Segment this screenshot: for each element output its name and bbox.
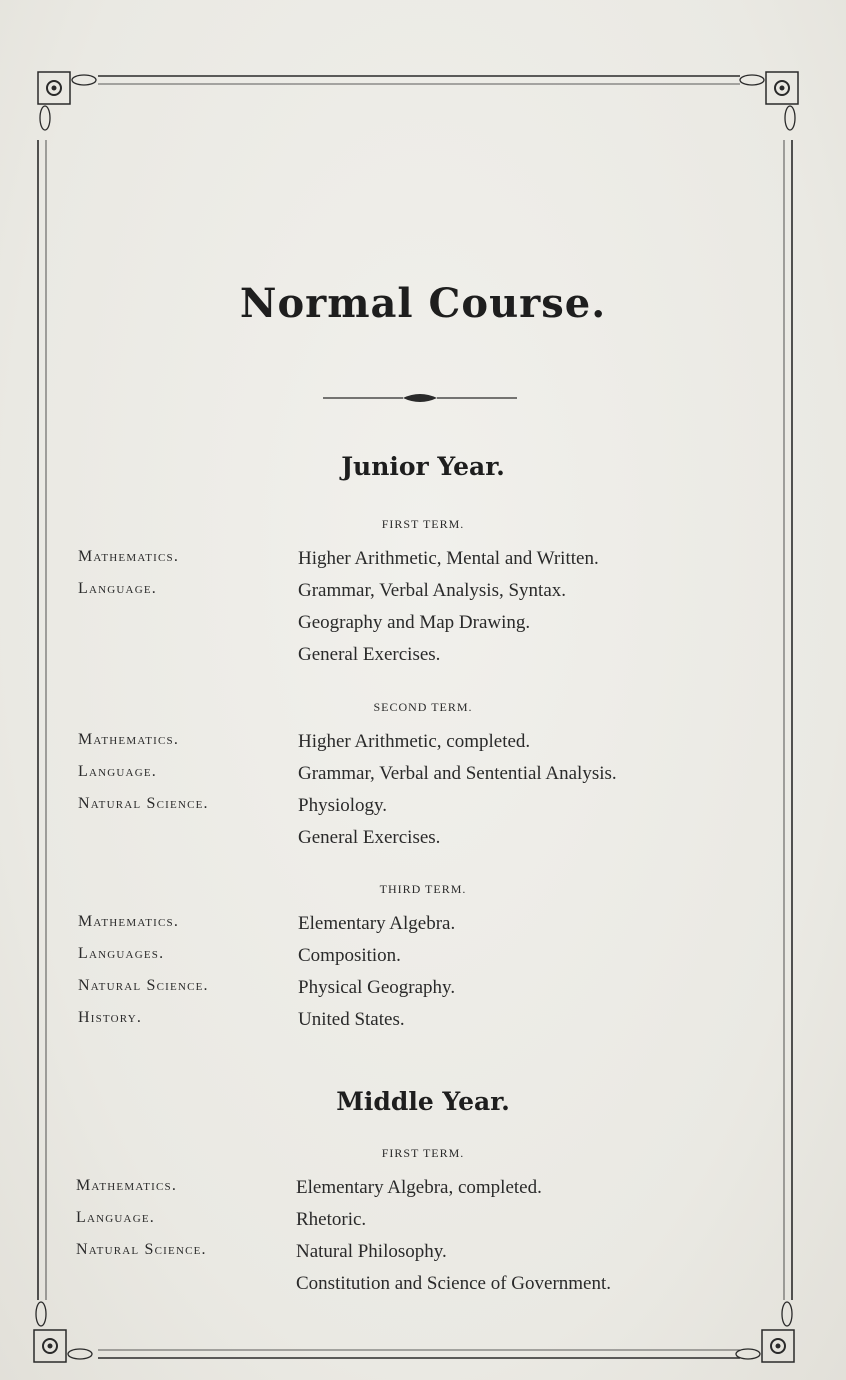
- subject-label: Mathematics.: [78, 731, 180, 748]
- subject-label: Mathematics.: [78, 913, 180, 930]
- course-description: Physiology.: [298, 795, 388, 816]
- middle-year-title: Middle Year.: [336, 1087, 510, 1116]
- course-description: Elementary Algebra, completed.: [296, 1177, 542, 1198]
- subject-label: Languages.: [78, 945, 165, 962]
- junior-third-term-label: THIRD TERM.: [379, 882, 467, 896]
- subject-label: Natural Science.: [76, 1241, 207, 1258]
- course-description: Composition.: [298, 945, 401, 966]
- subject-label: Language.: [78, 580, 157, 597]
- course-description: Natural Philosophy.: [296, 1241, 447, 1262]
- subject-label: Natural Science.: [78, 977, 209, 994]
- junior-second-term-label: SECOND TERM.: [373, 700, 473, 714]
- course-description: Constitution and Science of Government.: [296, 1273, 612, 1294]
- subject-label: History.: [78, 1009, 143, 1026]
- junior-first-term-label: FIRST TERM.: [381, 517, 465, 531]
- subject-label: Language.: [76, 1209, 155, 1226]
- page-title: Normal Course.: [239, 280, 607, 327]
- middle-first-term-label: FIRST TERM.: [381, 1146, 465, 1160]
- course-description: General Exercises.: [298, 827, 441, 848]
- subject-label: Mathematics.: [78, 548, 180, 565]
- course-description: Elementary Algebra.: [298, 913, 456, 934]
- subject-label: Mathematics.: [76, 1177, 178, 1194]
- course-description: Geography and Map Drawing.: [298, 612, 531, 633]
- course-description: General Exercises.: [298, 644, 441, 665]
- subject-label: Natural Science.: [78, 795, 209, 812]
- course-description: Grammar, Verbal and Sentential Analysis.: [298, 763, 617, 784]
- course-description: United States.: [298, 1009, 405, 1030]
- course-description: Grammar, Verbal Analysis, Syntax.: [298, 580, 567, 601]
- course-description: Higher Arithmetic, completed.: [298, 731, 531, 752]
- title-divider: [0, 388, 846, 408]
- course-description: Rhetoric.: [296, 1209, 367, 1230]
- course-description: Higher Arithmetic, Mental and Written.: [298, 548, 599, 569]
- course-description: Physical Geography.: [298, 977, 456, 998]
- junior-year-title: Junior Year.: [341, 452, 505, 481]
- subject-label: Language.: [78, 763, 157, 780]
